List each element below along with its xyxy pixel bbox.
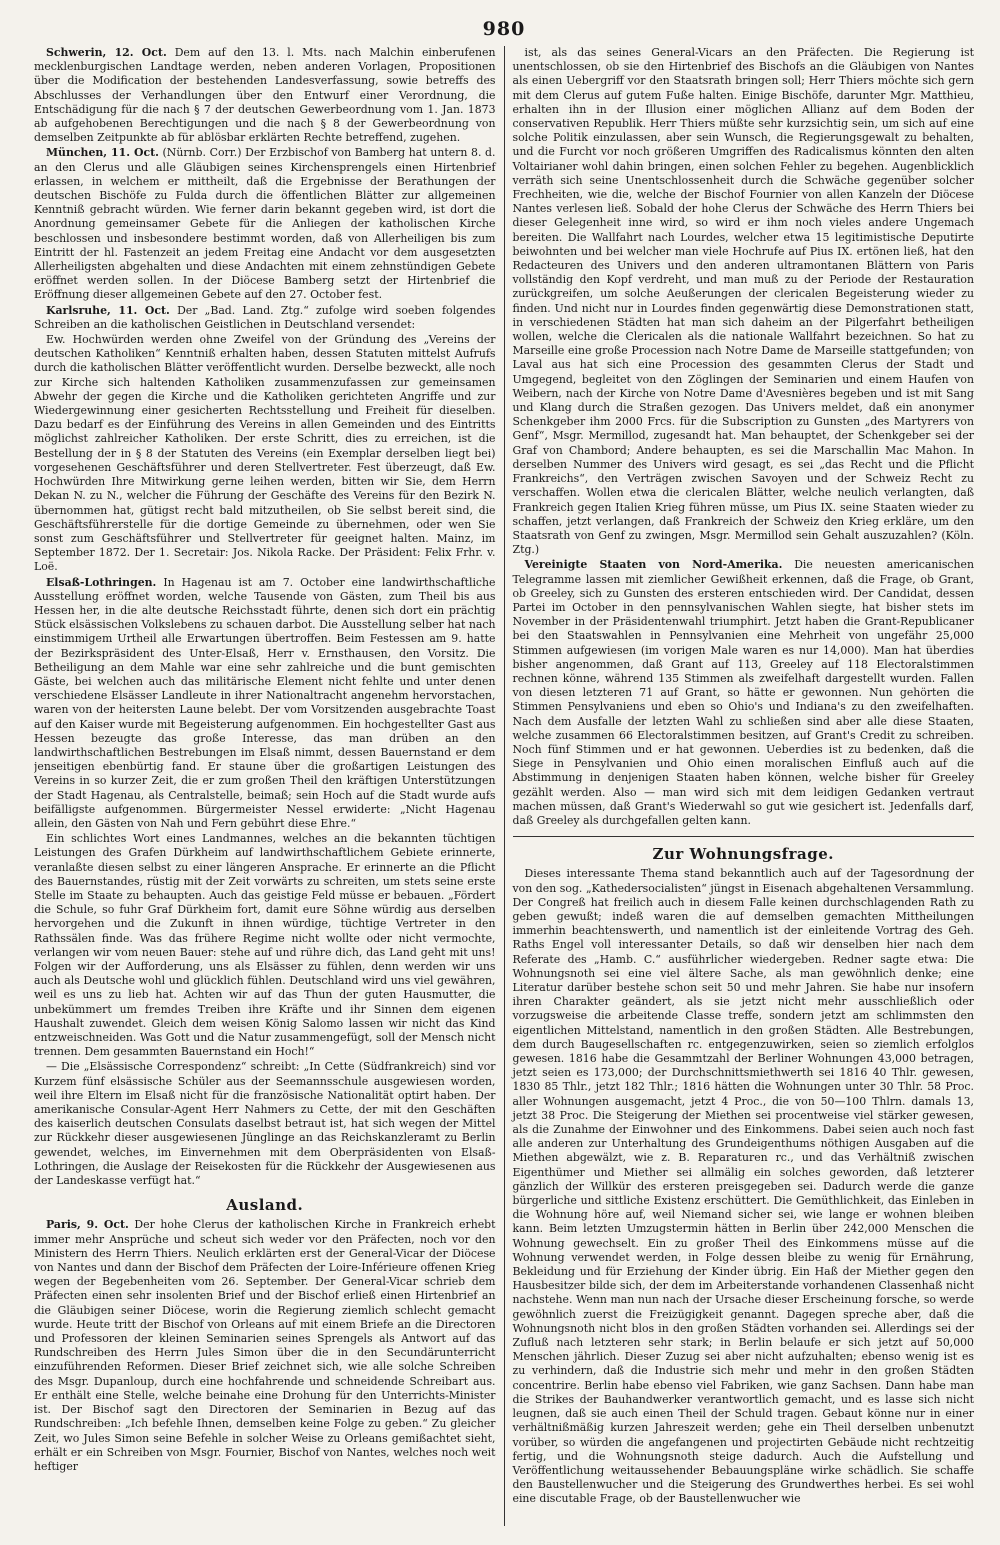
article-text: Ein schlichtes Wort eines Landmannes, welches an die bekannten tüchtigen Leistungen des Grafen Dürkheim auf landwirthschaftlichem Gebiete erinnerte, veranlaßte diesen selbst zu einer längeren Ansprache. Er erinnerte an die Pflicht des Bauernstandes, rüstig mit der Zeit vorwärts zu schreiten, um stets seine erste Stelle im Staate zu behaupten. Auch das geistige Feld müsse er bebauen. „Fördert die Schule, so fuhr Graf Dürkheim fort, damit eure Söhne würdig aus derselben hervorgehen und die Zukunft in ihnen würdige, tüchtige Vertreter in den Rathssälen finde. Was das frühere Regime nicht wollte oder nicht vermochte, verlangen wir vom neuen Bauer: stehe auf und rühre dich, das Land geht mit uns! Folgen wir der Aufforderung, uns als Elsässer zu fühlen, denn werden wir uns auch als Deutsche wohl und glücklich fühlen. Deutschland wird uns viel gewähren, weil es uns zu lieb hat. Achten wir auf das Thun der guten Hausmutter, die unbekümmert um fremdes Treiben ihre Kräfte und ihr Sinnen dem eigenen Haushalt zuwendet. Gleich dem weisen König Salomo lassen wir nicht das Kind entzweischneiden. Was Gott und die Natur zusammengefügt, soll der Mensch nicht trennen. Dem gesammten Bauernstand ein Hoch!“	[34, 832, 496, 1059]
article-text: — Die „Elsässische Correspondenz“ schreibt: „In Cette (Südfrankreich) sind vor Kurzem fünf elsässische Schüler aus der Seemannsschule ausgewiesen worden, weil ihre Eltern im Elsaß nicht für die französische Nationalität optirt haben. Der amerikanische Consular-Agent Herr Nahmers zu Cette, der mit den Geschäften des kaiserlich deutschen Consulats daselbst betraut ist, hat sich wegen der Mittel zur Rückkehr dieser ausgewiesenen Jünglinge an das Reichskanzleramt zu Berlin gewendet, welches, im Einvernehmen mit dem Oberpräsidenten von Elsaß-Lothringen, die Auslage der Reisekosten für die Rückkehr der Ausgewiesenen aus der Landeskasse verfügt hat.“	[34, 1060, 496, 1188]
article-paragraph	[34, 1218, 496, 1474]
article-paragraph	[34, 576, 496, 832]
article-paragraph	[513, 46, 975, 557]
right-articles	[513, 46, 975, 828]
article-paragraph	[513, 867, 975, 1506]
section-rule	[513, 836, 975, 837]
article-text: Dieses interessante Thema stand bekanntlich auch auf der Tagesordnung der von den sog. „Kathedersocialisten“ jüngst in Eisenach abgehaltenen Versammlung. Der Congreß hat freilich auch in diesem Falle keinen durchschlagenden Rath zu geben gewußt; indeß waren die auf demselben gemachten Mittheilungen immerhin beachtenswerth, und namentlich ist der einleitende Vortrag des Geh. Raths Engel voll interessanter Details, so daß wir denselben hier nach dem Referate des „Hamb. C.“ ausführlicher wiedergeben. Redner sagte etwa: Die Wohnungsnoth sei eine viel ältere Sache, als man gewöhnlich denke; eine Literatur darüber bestehe schon seit 50 und mehr Jahren. Sie habe nur insofern ihren Charakter geändert, als sie jetzt nicht mehr ausschließlich oder vorzugsweise die arbeitende Classe treffe, sondern jetzt am schlimmsten den eigentlichen Mittelstand, namentlich in den großen Städten. Alle Bestrebungen, dem durch Baugesellschaften rc. entgegenzuwirken, seien so ziemlich erfolglos gewesen. 1816 habe die Gesammtzahl der Berliner Wohnungen 43,000 betragen, jetzt seien es 173,000; der Durchschnittsmiethwerth sei 1816 40 Thlr. gewesen, 1830 85 Thlr., jetzt 182 Thlr.; 1816 hätten die Wohnungen unter 30 Thlr. 58 Proc. aller Wohnungen ausgemacht, jetzt 4 Proc., die von 50—100 Thlrn. damals 13, jetzt 38 Proc. Die Steigerung der Miethen sei procentweise viel stärker gewesen, als die Zunahme der Einwohner und des Einkommens. Dabei seien auch noch fast alle anderen zur Unterhaltung des Grundeigenthums nöthigen Ausgaben auf die Miethen abgewälzt, wie z. B. Reparaturen rc., und das Verhältniß zwischen Eigenthümer und Miether sei allmälig ein solches geworden, daß letzterer gänzlich der Willkür des ersteren preisgegeben sei. Dadurch werde die ganze bürgerliche und sittliche Existenz erschüttert. Die Gemüthlichkeit, das Einleben in die Wohnung höre auf, weil Niemand sicher sei, wie lange er wohnen bleiben kann. Beim letzten Umzugstermin hätten in Berlin über 242,000 Menschen die Wohnung gewechselt. Ein zu großer Theil des Einkommens müsse auf die Wohnung verwendet werden, in Folge dessen bleibe zu wenig für Ernährung, Bekleidung und für Erziehung der Kinder übrig. Ein Haß der Miether gegen den Hausbesitzer bilde sich, der dem im Arbeiterstande vorhandenen Classenhaß nicht nachstehe. Wenn man nun nach der Ursache dieser Erscheinung forsche, so werde gewöhnlich zuerst die Freizügigkeit genannt. Dagegen spreche aber, daß die Wohnungsnoth nicht blos in den großen Städten vorhanden sei. Allerdings sei der Zufluß nach letzteren sehr stark; in Berlin belaufe er sich jetzt auf 50,000 Menschen jährlich. Dieser Zuzug sei aber nicht aufzuhalten; ebenso wenig ist es zu verhindern, daß die Industrie sich mehr und mehr in den großen Städten concentrire. Berlin habe ebenso viel Fabriken, wie ganz Sachsen. Dann habe man die Strikes der Bauhandwerker verantwortlich gemacht, und es lasse sich nicht leugnen, daß sie auch einen Theil der Schuld tragen. Gebaut könne nur in einer verhältnißmäßig kurzen Jahreszeit werden; gehe ein Theil derselben unbenutzt vorüber, so würden die angefangenen und projectirten Gebäude nicht rechtzeitig fertig, und die Wohnungsnoth steige dadurch. Auch die Aufstellung und Veröffentlichung weitaussehender Bebauungspläne wirke schädlich. Sie schaffe den Baustellenwucher und die Steigerung des Grundwerthes herbei. Es sei wohl eine discutable Frage, ob der Baustellenwucher wie	[512, 867, 974, 1506]
article-dateline: Schwerin, 12. Oct.	[46, 46, 167, 59]
article-paragraph	[34, 333, 496, 574]
article-text: Der hohe Clerus der katholischen Kirche in Frankreich erhebt immer mehr Ansprüche und scheut sich weder vor den Präfecten, noch vor den Ministern des Herrn Thiers. Neulich erklärten erst der General-Vicar der Diöcese von Nantes und dann der Bischof dem Präfecten der Loire-Inférieure offenen Krieg wegen der Begebenheiten vom 26. September. Der General-Vicar schrieb dem Präfecten einen sehr insolenten Brief und der Bischof erließ einen Hirtenbrief an die Gläubigen seiner Diöcese, worin die Regierung ziemlich schlecht gemacht wurde. Heute tritt der Bischof von Orleans auf mit einem Briefe an die Directoren und Professoren der kleinen Seminarien seines Sprengels als Antwort auf das Rundschreiben des Herrn Jules Simon über die in den Secundärunterricht einzuführenden Reformen. Dieser Brief zeichnet sich, wie alle solche Schreiben des Msgr. Dupanloup, durch eine hochfahrende und schneidende Schreibart aus. Er enthält eine Stelle, welche beinahe eine Drohung für den Unterrichts-Minister ist. Der Bischof sagt den Directoren der Seminarien in Bezug auf das Rundschreiben: „Ich befehle Ihnen, demselben keine Folge zu geben.“ Zu gleicher Zeit, wo Jules Simon seine Befehle in solcher Weise zu Orleans gemißachtet sieht, erhält er ein Schreiben von Msgr. Fournier, Bischof von Nantes, welches noch weit heftiger	[34, 1218, 496, 1473]
page-number: 980	[482, 18, 526, 40]
article-text: Die neuesten americanischen Telegramme lassen mit ziemlicher Gewißheit erkennen, daß die Frage, ob Grant, ob Greeley, sich zu Gunsten des ersteren entschieden wird. Der Candidat, dessen Partei im October in den pennsylvanischen Wahlen siegte, hat bisher stets im November in der Präsidentenwahl triumphirt. Jetzt haben die Grant-Republicaner bei den Staatswahlen in Pennsylvanien eine Mehrheit von ungefähr 25,000 Stimmen aufgewiesen (im vorigen Male waren es nur 14,000). Man hat überdies bisher angenommen, daß Grant auf 113, Greeley auf 118 Electoralstimmen rechnen könne, während 135 Stimmen als zweifelhaft dargestellt wurden. Fallen von diesen letzteren 71 auf Grant, so hätte er gewonnen. Nun gehörten die Stimmen Pensylvaniens und eben so Ohio's und Indiana's zu den zweifelhaften. Nach dem Ausfalle der letzten Wahl zu schließen sind aber alle diese Staaten, welche zusammen 66 Electoralstimmen besitzen, auf Grant's Credit zu schreiben. Noch fünf Stimmen und er hat gewonnen. Ueberdies ist zu bedenken, daß die Siege in Pensylvanien und Ohio einen moralischen Einfluß auch auf die Abstimmung in denjenigen Staaten haben können, welche bisher für Greeley gezählt werden. Also — man wird sich mit dem leidigen Gedanken vertraut machen müssen, daß Grant's Wiederwahl so gut wie gesichert ist. Jedenfalls darf, daß Greeley als durchgefallen gelten kann.	[512, 558, 974, 827]
left-articles	[34, 46, 496, 1188]
article-dateline: Vereinigte Staaten von Nord-Amerika.	[524, 558, 783, 572]
article-paragraph	[34, 146, 496, 302]
ausland-heading: Ausland.	[226, 1196, 304, 1215]
article-text: Dem auf den 13. l. Mts. nach Malchin einberufenen mecklenburgischen Landtage werden, neben anderen Vorlagen, Propositionen über die Modification der bestehenden Landesverfassung, sowie betreffs des Abschlusses der Verhandlungen über den Entwurf einer Verordnung, die Entschädigung für die nach § 7 der deutschen Gewerbeordnung vom 1. Jan. 1873 ab aufgehobenen Berechtigungen und die nach § 8 der Gewerbeordnung von demselben Zeitpunkte ab für ablösbar erklärten Rechte betreffend, zugehen.	[34, 46, 496, 145]
left-column	[34, 46, 504, 1526]
article-paragraph	[34, 832, 496, 1059]
article-dateline: Paris, 9. Oct.	[46, 1218, 129, 1232]
columns	[34, 46, 974, 1526]
ausland-articles	[34, 1218, 496, 1474]
right-column	[504, 46, 975, 1526]
article-dateline: Karlsruhe, 11. Oct.	[46, 303, 170, 317]
article-text: (Nürnb. Corr.) Der Erzbischof von Bamberg hat untern 8. d. an den Clerus und alle Gläubigen seines Kirchensprengels einen Hirtenbrief erlassen, in welchem er mittheilt, daß die Ergebnisse der Berathungen der deutschen Bischöfe zu Fulda durch die öffentlichen Blätter zur allgemeinen Kenntniß gebracht würden. Wie ferner darin bekannt gegeben wird, ist dort die Anordnung gemeinsamer Gebete für die Anliegen der katholischen Kirche beschlossen und insbesondere bestimmt worden, daß von Allerheiligen bis zum Eintritt der hl. Fastenzeit an jedem Freitag eine Andacht vor dem ausgesetzten Allerheiligsten abgehalten und diese Andachten mit einem zehnstündigen Gebete eröffnet werden sollen. In der Diöcese Bamberg setzt der Hirtenbrief die Eröffnung dieser allgemeinen Gebete auf den 27. October fest.	[34, 146, 496, 302]
article-dateline: Elsaß-Lothringen.	[46, 575, 157, 589]
article-dateline: München, 11. Oct.	[46, 146, 159, 160]
article-text: Ew. Hochwürden werden ohne Zweifel von der Gründung des „Vereins der deutschen Katholiken“ Kenntniß erhalten haben, dessen Statuten mittelst Aufrufs durch die katholischen Blätter veröffentlicht wurden. Derselbe bezweckt, alle noch zur Kirche sich haltenden Katholiken zusammenzufassen zur gemeinsamen Abwehr der gegen die Kirche und die Katholiken gerichteten Angriffe und zur Wiedergewinnung einer gesicherten Rechtsstellung und Freiheit für dieselben. Dazu bedarf es der Einführung des Vereins in allen Gemeinden und des Eintritts möglichst zahlreicher Katholiken. Der erste Schritt, dies zu erreichen, ist die Bestellung der in § 8 der Statuten des Vereins (ein Exemplar derselben liegt bei) vorgesehenen Geschäftsführer und deren Stellvertreter. Fest überzeugt, daß Ew. Hochwürden Ihre Mitwirkung gerne leihen werden, bitten wir Sie, dem Herrn Dekan N. zu N., welcher die Führung der Geschäfte des Vereins für den Bezirk N. übernommen hat, gütigst recht bald mitzutheilen, ob Sie selbst bereit sind, die Geschäftsführerstelle für die dortige Gemeinde zu übernehmen, oder wen Sie sonst zum Geschäftsführer und Stellvertreter für geeignet halten. Mainz, im September 1872. Der 1. Secretair: Jos. Nikola Racke. Der Präsident: Felix Frhr. v. Loë.	[34, 333, 496, 574]
article-paragraph	[513, 558, 975, 828]
article-paragraph	[34, 46, 496, 145]
wohnung-heading: Zur Wohnungsfrage.	[652, 845, 834, 864]
wohnung-articles	[513, 867, 975, 1506]
article-text: In Hagenau ist am 7. October eine landwirthschaftliche Ausstellung eröffnet worden, welche Tausende von Gästen, zum Theil bis aus Hessen her, in die alte deutsche Reichsstadt führte, denen sich dort ein prächtig Stück elsässischen Volkslebens zu schauen darbot. Die Ausstellung selber hat nach einstimmigem Urtheil alle Erwartungen übertroffen. Beim Festessen am 9. hatte der Bezirkspräsident des Unter-Elsaß, Herr v. Ernsthausen, den Vorsitz. Die Betheiligung an dem Mahle war eine sehr zahlreiche und die bunt gemischten Gäste, bei welchen auch das militärische Element nicht fehlte und unter denen verschiedene Elsässer Landleute in ihrer Nationaltracht angenehm hervorstachen, waren von der heitersten Laune belebt. Der vom Vorsitzenden ausgebrachte Toast auf den Kaiser wurde mit Begeisterung aufgenommen. Ein hochgestellter Gast aus Hessen bezeugte das große Interesse, das man drüben an den landwirthschaftlichen Bestrebungen im Elsaß nimmt, dessen Bauernstand er dem jenseitigen ebenbürtig fand. Er staune über die großartigen Leistungen des Vereins in so kurzer Zeit, die er zum großen Theil den kräftigen Unterstützungen der Stadt Hagenau, als Centralstelle, beimaß; sein Hoch auf die Stadt wurde aufs beifälligste aufgenommen. Bürgermeister Nessel erwiderte: „Nicht Hagenau allein, den Gästen von Nah und Fern gebührt diese Ehre.“	[34, 575, 496, 830]
article-text: Der „Bad. Land. Ztg.“ zufolge wird soeben folgendes Schreiben an die katholischen Geistlichen in Deutschland versendet:	[34, 303, 496, 331]
article-paragraph	[34, 304, 496, 332]
article-paragraph	[34, 1060, 496, 1188]
article-text: ist, als das seines General-Vicars an den Präfecten. Die Regierung ist unentschlossen, ob sie den Hirtenbrief des Bischofs an die Gläubigen von Nantes als einen Uebergriff vor den Staatsrath bringen soll; Herr Thiers möchte sich gern mit dem Clerus auf gutem Fuße halten. Einige Bischöfe, darunter Mgr. Matthieu, erhalten ihn in der Illusion einer möglichen Allianz auf dem Boden der conservativen Republik. Herr Thiers müßte sehr kurzsichtig sein, um sich auf eine solche Politik einzulassen, aber sein Wunsch, die Regierungsgewalt zu behalten, und die Furcht vor noch größeren Umgriffen des Radicalismus könnten den alten Voltairianer wohl dahin bringen, einen solchen Fehler zu begehen. Augenblicklich verräth sich seine Unentschlossenheit durch die Schwäche gegenüber solcher Frechheiten, wie die, welche der Bischof Fournier von allen Kanzeln der Diöcese Nantes verlesen ließ. Sobald der hohe Clerus der Schwäche des Herrn Thiers bei dieser Gelegenheit inne wird, so wird er ihm noch vieles andere Ungemach bereiten. Die Wallfahrt nach Lourdes, welcher etwa 15 legitimistische Deputirte beiwohnten und bei welcher man viele Hochrufe auf Pius IX. ertönen ließ, hat den Redacteuren des Univers und den anderen ultramontanen Blättern von Paris vollständig den Kopf verdreht, und man muß zu der Periode der Restauration zurückgreifen, um solche Aeußerungen der clericalen Begeisterung wieder zu finden. Und nicht nur in Lourdes finden gegenwärtig diese Demonstrationen statt, in verschiedenen Städten hat man sich daheim an der Pilgerfahrt betheiligen wollen, welche die Clericalen als die nationale Wallfahrt bezeichnen. So hat zu Marseille eine große Procession nach Notre Dame de Marseille stattgefunden; von Laval aus hat sich eine Procession des gesammten Clerus der Stadt und Umgegend, begleitet von den Zöglingen der Seminarien und einem Haufen von Weibern, nach der Kirche von Notre Dame d'Avesnières begeben und ist mit Sang und Klang durch die Straßen gezogen. Das Univers meldet, daß ein anonymer Schenkgeber ihm 2000 Frcs. für die Subscription zu Gunsten „des Martyrers von Genf“, Msgr. Mermillod, zugesandt hat. Man behauptet, der Schenkgeber sei der Graf von Chambord; Andere behaupten, es sei die Marschallin Mac Mahon. In derselben Nummer des Univers wird gesagt, es sei „das Recht und die Pflicht Frankreichs“, den Verträgen zwischen Savoyen und der Schweiz Recht zu verschaffen. Wollen etwa die clericalen Blätter, welche neulich verlangten, daß Frankreich gegen Italien Krieg führen müsse, um Pius IX. seine Staaten wieder zu schaffen, jetzt verlangen, daß Frankreich der Schweiz den Krieg erkläre, um den Staatsrath von Genf zu zwingen, Msgr. Mermillod sein Gehalt auszuzahlen? (Köln. Ztg.)	[512, 46, 974, 557]
